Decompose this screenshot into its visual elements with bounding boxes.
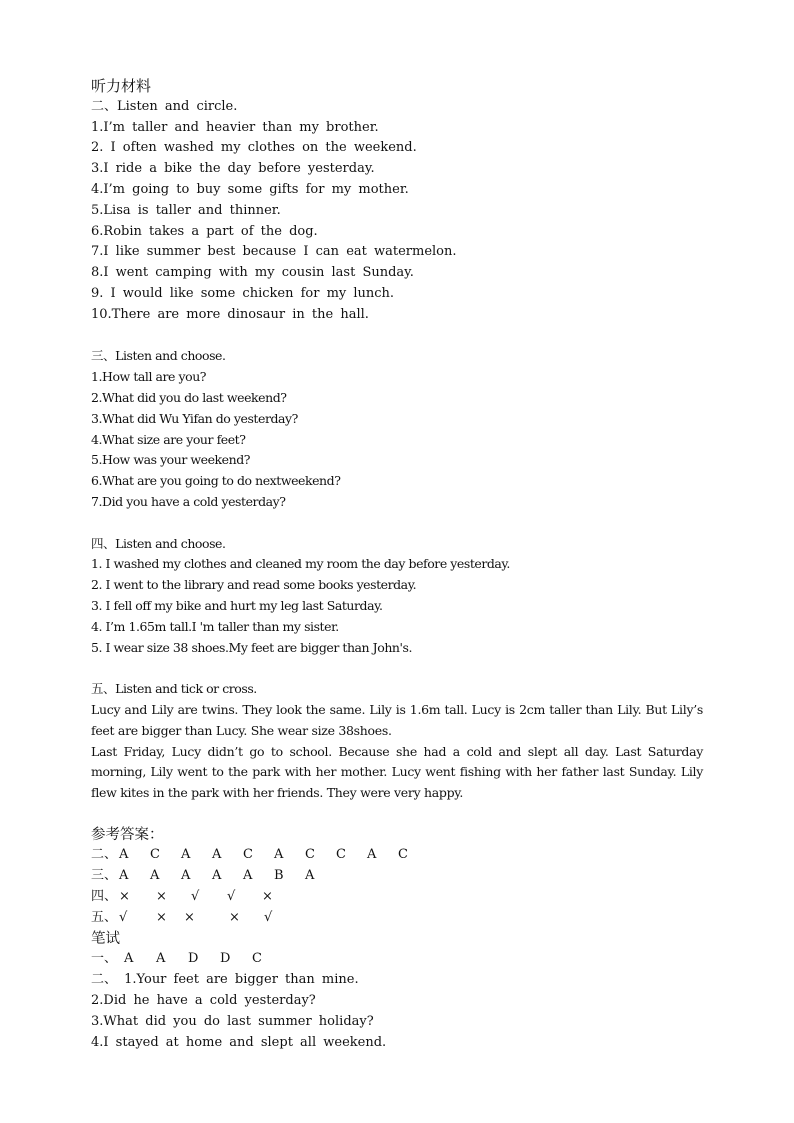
spacer <box>91 326 711 347</box>
section-2-item: 5.Lisa is taller and thinner. <box>91 202 281 218</box>
answer-row-4 <box>91 887 711 908</box>
section-4-heading: 四、Listen and choose. <box>91 535 226 551</box>
answer-item: A <box>212 868 222 884</box>
section-2-item: 10.There are more dinosaur in the hall. <box>91 306 369 322</box>
section-2-item: 3.I ride a bike the day before yesterday. <box>91 161 375 177</box>
answer-item: C <box>305 847 315 863</box>
answer-item: √ <box>264 909 273 925</box>
answer-item: A <box>274 847 284 863</box>
section-4-item: 3. I fell off my bike and hurt my leg last Saturday. <box>91 597 383 613</box>
section-4-item: 1. I washed my clothes and cleaned my room the day before yesterday. <box>91 556 510 572</box>
answer-item: C <box>243 847 253 863</box>
section-5-paragraph: Lucy and Lily are twins. They look the same. Lily is 1.6m tall. Lucy is 2cm taller than Lily. But Lily’s feet are bigger than Lucy. She wear size 38shoes. <box>91 701 703 738</box>
answer-item: A <box>181 868 191 884</box>
written-item: 4.I stayed at home and slept all weekend. <box>91 1034 387 1050</box>
written-item: 二、 1.Your feet are bigger than mine. <box>91 972 359 988</box>
section-3-heading: 三、Listen and choose. <box>91 348 226 364</box>
answer-item: A <box>212 847 222 863</box>
answer-item: √ <box>191 889 200 905</box>
answer-item: √ <box>227 889 236 905</box>
answer-item: C <box>336 847 346 863</box>
answer-row-prefix: 五、 <box>91 909 118 925</box>
section-3-item: 2.What did you do last weekend? <box>91 389 287 405</box>
answer-item: B <box>274 868 284 884</box>
section-4-item: 4. I’m 1.65m tall.I 'm taller than my sister. <box>91 618 339 634</box>
section-4-item: 5. I wear size 38 shoes.My feet are bigger than John's. <box>91 639 412 655</box>
answer-row-prefix: 四、 <box>91 889 118 905</box>
answer-item: C <box>398 847 408 863</box>
section-2-item: 2. I often washed my clothes on the weekend. <box>91 140 417 156</box>
section-5-paragraph: Last Friday, Lucy didn’t go to school. Because she had a cold and slept all day. Last Saturday morning, Lily went to the park with her mother. Lucy went fishing with her father last Sunday. Lily flew kites in the park with her friends. They were very happy. <box>91 743 703 801</box>
answer-row-prefix: 一、 <box>91 951 118 967</box>
section-2-item: 7.I like summer best because I can eat watermelon. <box>91 244 457 260</box>
answer-item: × <box>184 909 195 925</box>
answer-row-prefix: 三、 <box>91 868 118 884</box>
section-2-item: 4.I’m going to buy some gifts for my mother. <box>91 181 409 197</box>
section-3-item: 6.What are you going to do nextweekend? <box>91 473 341 489</box>
section-5-heading: 五、Listen and tick or cross. <box>91 681 257 697</box>
answer-item: × <box>119 889 130 905</box>
section-3-item: 1.How tall are you? <box>91 369 207 385</box>
answer-item: × <box>229 909 240 925</box>
answer-item: × <box>156 909 167 925</box>
section-3-item: 7.Did you have a cold yesterday? <box>91 493 286 509</box>
written-item: 2.Did he have a cold yesterday? <box>91 993 316 1009</box>
answer-item: C <box>150 847 160 863</box>
section-2-item: 1.I’m taller and heavier than my brother. <box>91 119 379 135</box>
section-3-item: 5.How was your weekend? <box>91 452 251 468</box>
section-2-item: 8.I went camping with my cousin last Sunday. <box>91 265 414 281</box>
answer-item: A <box>150 868 160 884</box>
section-3-item: 3.What did Wu Yifan do yesterday? <box>91 410 298 426</box>
section-3-item: 4.What size are your feet? <box>91 431 246 447</box>
answer-item: D <box>220 951 231 967</box>
answer-item: A <box>367 847 377 863</box>
answer-row-2 <box>91 845 711 866</box>
answer-item: A <box>243 868 253 884</box>
answer-item: D <box>188 951 199 967</box>
answer-item <box>208 908 229 929</box>
document-title: 听力材料 <box>91 77 152 95</box>
spacer <box>91 658 711 679</box>
answer-item: √ <box>119 909 128 925</box>
answer-item: A <box>156 951 166 967</box>
answer-item: A <box>305 868 315 884</box>
written-row-1 <box>91 949 711 970</box>
answer-row-prefix: 二、 <box>91 847 118 863</box>
answer-item: A <box>119 847 129 863</box>
answer-item: A <box>124 951 134 967</box>
answer-item: A <box>181 847 191 863</box>
spacer <box>91 513 711 534</box>
spacer <box>91 804 711 825</box>
section-2-item: 6.Robin takes a part of the dog. <box>91 223 318 239</box>
document-page <box>91 76 711 1053</box>
answer-item: × <box>262 889 273 905</box>
written-item: 3.What did you do last summer holiday? <box>91 1013 374 1029</box>
answer-item: C <box>252 951 262 967</box>
answer-row-3 <box>91 866 711 887</box>
answer-item: A <box>119 868 129 884</box>
written-heading: 笔试 <box>91 930 120 947</box>
section-4-item: 2. I went to the library and read some books yesterday. <box>91 577 417 593</box>
answers-heading: 参考答案： <box>91 826 164 843</box>
answer-item: × <box>156 889 167 905</box>
section-2-heading: 二、Listen and circle. <box>91 98 238 114</box>
section-2-item: 9. I would like some chicken for my lunch. <box>91 285 395 301</box>
answer-row-5 <box>91 908 711 929</box>
